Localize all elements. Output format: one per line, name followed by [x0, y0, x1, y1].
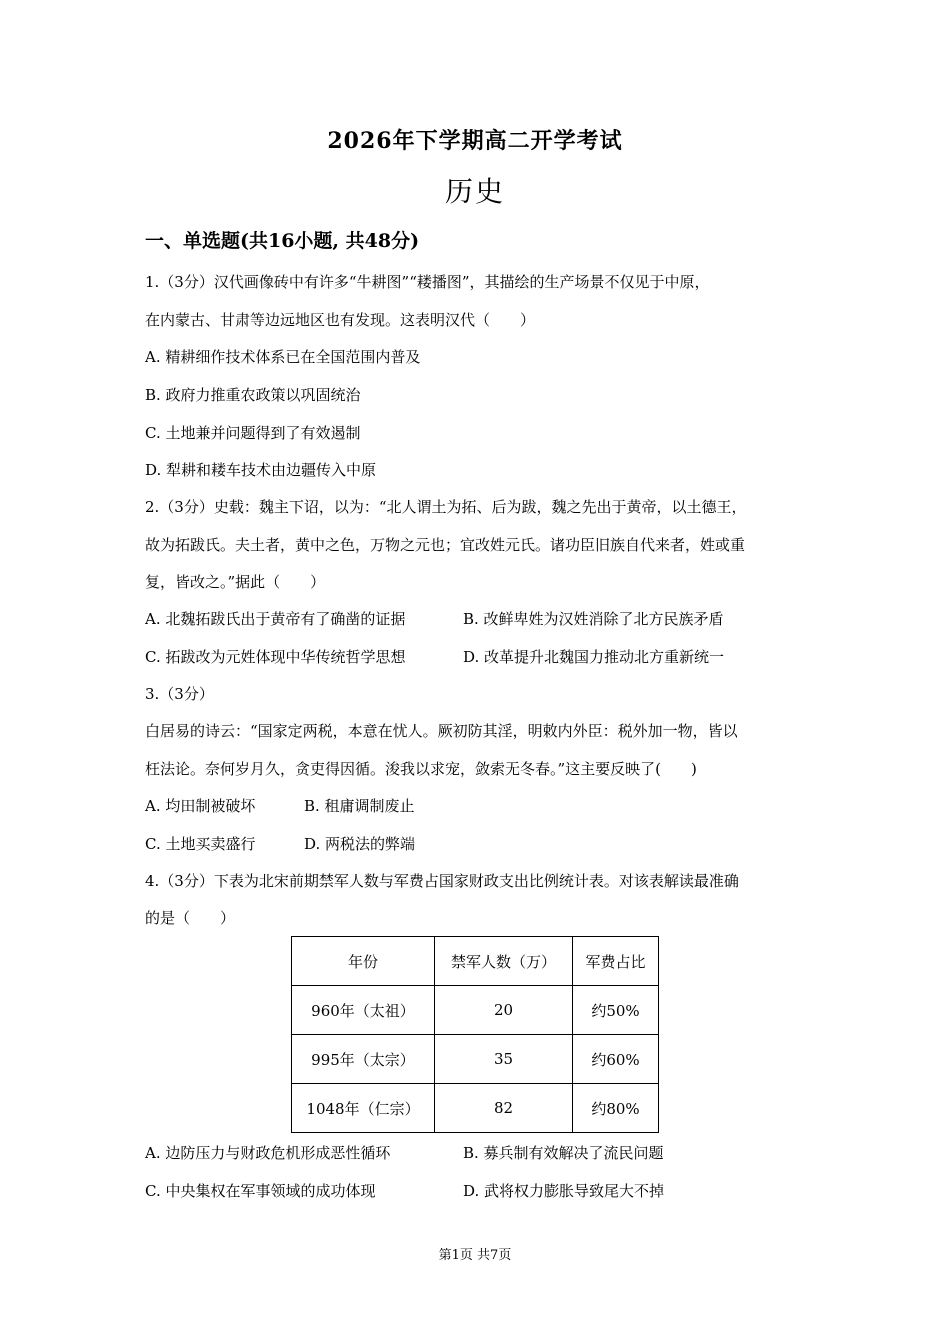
table-header-year: 年份: [292, 937, 435, 986]
table-cell-ratio: 约60%: [573, 1035, 659, 1084]
q4-data-table: [291, 936, 659, 1133]
q1-stem-line1: 1.（3分）汉代画像砖中有许多“牛耕图”“耧播图”，其描绘的生产场景不仅见于中原，: [145, 273, 710, 291]
q1-option-b: B. 政府力推重农政策以巩固统治: [145, 386, 361, 404]
exam-title: 2026年下学期高二开学考试: [327, 128, 623, 154]
table-cell-ratio: 约80%: [573, 1084, 659, 1133]
q1-stem-line2: 在内蒙古、甘肃等边远地区也有发现。这表明汉代（ ）: [145, 311, 536, 329]
q1-option-a: A. 精耕细作技术体系已在全国范围内普及: [145, 348, 421, 366]
table-cell-year: 960年（太祖）: [292, 986, 435, 1035]
q1-option-d: D. 犁耕和耧车技术由边疆传入中原: [145, 461, 377, 479]
q2-option-a: A. 北魏拓跋氏出于黄帝有了确凿的证据: [145, 610, 406, 628]
table-header-row: [292, 937, 659, 986]
q4-option-b: B. 募兵制有效解决了流民问题: [463, 1144, 664, 1162]
q4-stem-line1: 4.（3分）下表为北宋前期禁军人数与军费占国家财政支出比例统计表。对该表解读最准确: [145, 872, 739, 890]
q2-option-c: C. 拓跋改为元姓体现中华传统哲学思想: [145, 648, 406, 666]
q4-option-c: C. 中央集权在军事领域的成功体现: [145, 1182, 376, 1200]
table-cell-troops: 82: [435, 1084, 573, 1133]
page-number: 第1页 共7页: [438, 1248, 512, 1263]
table-header-troops: 禁军人数（万）: [435, 937, 573, 986]
table-header-ratio: 军费占比: [573, 937, 659, 986]
table-row: [292, 1035, 659, 1084]
q2-option-d: D. 改革提升北魏国力推动北方重新统一: [463, 648, 725, 666]
q3-option-a: A. 均田制被破坏: [145, 797, 256, 815]
q4-option-a: A. 边防压力与财政危机形成恶性循环: [145, 1144, 391, 1162]
q4-option-d: D. 武将权力膨胀导致尾大不掉: [463, 1182, 665, 1200]
q3-option-d: D. 两税法的弊端: [304, 835, 416, 853]
table-cell-year: 995年（太宗）: [292, 1035, 435, 1084]
table-row: [292, 986, 659, 1035]
q3-option-c: C. 土地买卖盛行: [145, 835, 256, 853]
subject-title: 历史: [444, 175, 505, 208]
table-row: [292, 1084, 659, 1133]
q3-stem-line2: 枉法论。奈何岁月久，贪吏得因循。浚我以求宠，敛索无冬春。”这主要反映了( ): [145, 760, 697, 778]
q3-stem-line1: 白居易的诗云：“国家定两税，本意在忧人。厥初防其淫，明敕内外臣：税外加一物，皆以: [145, 722, 738, 740]
q2-option-b: B. 改鲜卑姓为汉姓消除了北方民族矛盾: [463, 610, 724, 628]
table-cell-year: 1048年（仁宗）: [292, 1084, 435, 1133]
table-cell-troops: 20: [435, 986, 573, 1035]
q2-stem-line3: 复，皆改之。”据此（ ）: [145, 573, 326, 591]
q2-stem-line1: 2.（3分）史载：魏主下诏，以为：“北人谓土为拓、后为跋，魏之先出于黄帝，以土德王，: [145, 498, 747, 516]
table-cell-troops: 35: [435, 1035, 573, 1084]
q3-option-b: B. 租庸调制废止: [304, 797, 415, 815]
table-cell-ratio: 约50%: [573, 986, 659, 1035]
q2-stem-line2: 故为拓跋氏。夫土者，黄中之色，万物之元也；宜改姓元氏。诸功臣旧族自代来者，姓或重: [145, 536, 746, 554]
q1-option-c: C. 土地兼并问题得到了有效遏制: [145, 424, 361, 442]
q3-number: 3.（3分）: [145, 685, 214, 703]
q4-stem-line2: 的是（ ）: [145, 909, 236, 927]
section-heading: 一、单选题(共16小题, 共48分): [145, 230, 420, 252]
